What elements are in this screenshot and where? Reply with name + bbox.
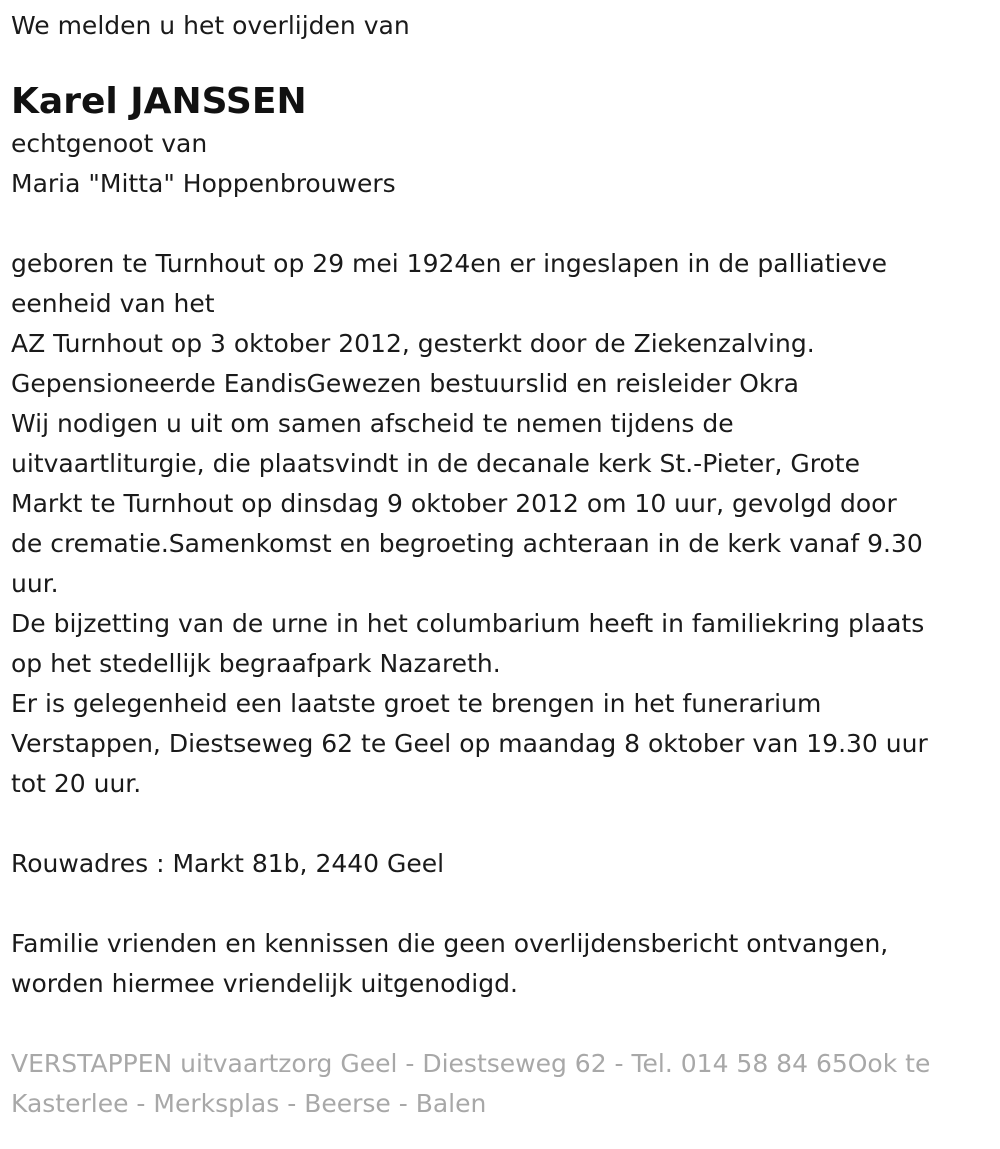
footer-line: Kasterlee - Merksplas - Beerse - Balen — [11, 1089, 487, 1118]
notice-body — [11, 244, 1000, 804]
body-line: de crematie.Samenkomst en begroeting achteraan in de kerk vanaf 9.30 — [11, 529, 923, 558]
invitation-line: Familie vrienden en kennissen die geen overlijdensbericht ontvangen, — [11, 929, 889, 958]
mourning-address: Rouwadres : Markt 81b, 2440 Geel — [11, 849, 445, 878]
relation-text: echtgenoot van — [11, 129, 208, 158]
body-line: op het stedellijk begraafpark Nazareth. — [11, 649, 501, 678]
body-line: Verstappen, Diestseweg 62 te Geel op maandag 8 oktober van 19.30 uur — [11, 729, 928, 758]
funeral-home-footer — [11, 1044, 1000, 1124]
body-line: uitvaartliturgie, die plaatsvindt in de decanale kerk St.-Pieter, Grote — [11, 449, 860, 478]
body-line: Wij nodigen u uit om samen afscheid te nemen tijdens de — [11, 409, 734, 438]
body-line: Er is gelegenheid een laatste groet te brengen in het funerarium — [11, 689, 822, 718]
body-line: Markt te Turnhout op dinsdag 9 oktober 2012 om 10 uur, gevolgd door — [11, 489, 897, 518]
invitation-line: worden hiermee vriendelijk uitgenodigd. — [11, 969, 518, 998]
footer-line: VERSTAPPEN uitvaartzorg Geel - Diestseweg 62 - Tel. 014 58 84 65Ook te — [11, 1049, 931, 1078]
body-line: geboren te Turnhout op 29 mei 1924en er ingeslapen in de palliatieve — [11, 249, 888, 278]
body-line: eenheid van het — [11, 289, 215, 318]
spacer — [11, 1004, 1000, 1044]
body-line: tot 20 uur. — [11, 769, 142, 798]
body-line: Gepensioneerde EandisGewezen bestuurslid en reisleider Okra — [11, 369, 799, 398]
body-line: AZ Turnhout op 3 oktober 2012, gesterkt door de Ziekenzalving. — [11, 329, 815, 358]
spacer — [11, 804, 1000, 844]
spacer — [11, 884, 1000, 924]
deceased-name: Karel JANSSEN — [11, 81, 307, 122]
body-line: uur. — [11, 569, 59, 598]
spacer — [11, 204, 1000, 244]
body-line: De bijzetting van de urne in het columbarium heeft in familiekring plaats — [11, 609, 925, 638]
intro-text: We melden u het overlijden van — [11, 11, 410, 40]
invitation-text — [11, 924, 1000, 1004]
spouse-name: Maria "Mitta" Hoppenbrouwers — [11, 169, 396, 198]
